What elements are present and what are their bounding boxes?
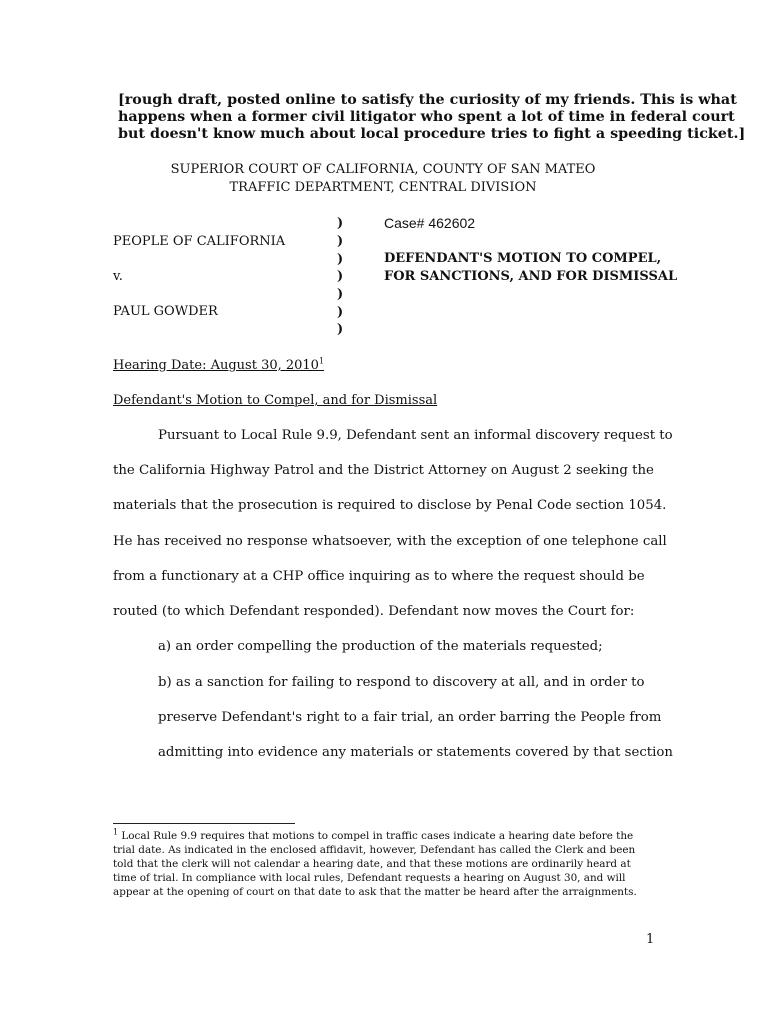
footnote-line: told that the clerk will not calendar a hearing date, and that these motions are ordinarily heard at [113, 858, 631, 870]
footnote-line: time of trial. In compliance with local rules, Defendant requests a hearing on August 30, and will [113, 872, 626, 884]
draft-note-line: happens when a former civil litigator who spent a lot of time in federal court [118, 109, 735, 125]
caption-paren: ) [337, 216, 344, 231]
motion-title-line-1: DEFENDANT'S MOTION TO COMPEL, [384, 251, 662, 266]
caption-paren: ) [337, 287, 344, 302]
body-line: admitting into evidence any materials or statements covered by that section [158, 745, 673, 760]
section-heading: Defendant's Motion to Compel, and for Dismissal [113, 393, 438, 408]
footnote-text: Local Rule 9.9 requires that motions to compel in traffic cases indicate a hearing date before the [121, 830, 634, 842]
body-line: the California Highway Patrol and the District Attorney on August 2 seeking the [113, 463, 654, 478]
draft-note [118, 92, 746, 143]
versus: v. [113, 269, 123, 284]
body-line: routed (to which Defendant responded). Defendant now moves the Court for: [113, 604, 635, 619]
plaintiff-name: PEOPLE OF CALIFORNIA [113, 234, 286, 249]
case-number: Case# 462602 [384, 215, 476, 231]
hearing-date [113, 358, 324, 373]
body-line: a) an order compelling the production of the materials requested; [158, 639, 603, 654]
footnote-separator [113, 823, 295, 824]
body-line: materials that the prosecution is required to disclose by Penal Code section 1054. [113, 498, 667, 513]
caption-paren: ) [337, 234, 344, 249]
footnote-line [113, 829, 653, 843]
caption-paren: ) [337, 252, 344, 267]
body-line: b) as a sanction for failing to respond to discovery at all, and in order to [158, 675, 645, 690]
page-number: 1 [646, 932, 655, 947]
caption-paren: ) [337, 269, 344, 284]
caption-paren: ) [337, 305, 344, 320]
motion-title-line-2: FOR SANCTIONS, AND FOR DISMISSAL [384, 269, 678, 284]
body-line: He has received no response whatsoever, with the exception of one telephone call [113, 534, 667, 549]
footnote [113, 829, 653, 899]
draft-note-line: but doesn't know much about local procedure tries to fight a speeding ticket.] [118, 126, 746, 142]
caption-paren: ) [337, 322, 344, 337]
hearing-date-label: Hearing Date: August 30, 2010 [113, 358, 319, 373]
draft-note-line: [rough draft, posted online to satisfy the curiosity of my friends. This is what [118, 92, 737, 108]
court-name: SUPERIOR COURT OF CALIFORNIA, COUNTY OF SAN MATEO [170, 162, 596, 177]
footnote-reference: 1 [318, 356, 325, 366]
footnote-line: trial date. As indicated in the enclosed affidavit, however, Defendant has called the Clerk and been [113, 844, 636, 856]
court-division: TRAFFIC DEPARTMENT, CENTRAL DIVISION [229, 180, 537, 195]
body-line: preserve Defendant's right to a fair trial, an order barring the People from [158, 710, 662, 725]
defendant-name: PAUL GOWDER [113, 304, 218, 319]
footnote-line: appear at the opening of court on that date to ask that the matter be heard after the arraignments. [113, 886, 637, 898]
footnote-mark: 1 [113, 827, 119, 837]
body-line: Pursuant to Local Rule 9.9, Defendant sent an informal discovery request to [158, 428, 673, 443]
body-line: from a functionary at a CHP office inquiring as to where the request should be [113, 569, 645, 584]
